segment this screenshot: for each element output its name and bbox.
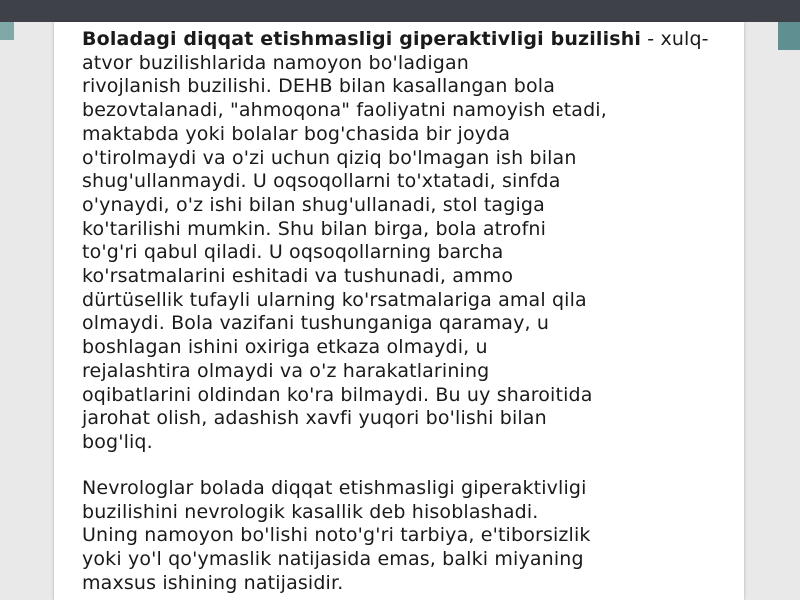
paragraph-2-body: Nevrologlar bolada diqqat etishmasligi giperaktivligi buzilishini nevrologik kasallik deb hisoblashadi. Uning namoyon bo'lishi noto'g'ri tarbiya, e'tiborsizlik yoki yo'l qo'ymaslik natijasida emas, balki miyaning maxsus ishining natijasidir. — [82, 477, 591, 594]
paragraph-2 — [82, 477, 722, 596]
text-panel — [54, 22, 744, 600]
right-accent-block — [778, 22, 800, 50]
paragraph-1 — [82, 28, 722, 455]
term-separator: - — [641, 28, 661, 50]
bold-term: Boladagi diqqat etishmasligi giperaktivligi buzilishi — [82, 28, 642, 50]
left-accent-block — [0, 22, 14, 40]
paragraph-1-body: xulq-atvor buzilishlarida namoyon bo'ladigan rivojlanish buzilishi. DEHB bilan kasallangan bola bezovtalanadi, "ahmoqona" faoliyatni namoyish etadi, maktabda yoki bolalar bog'chasida bir joyda o'tirolmaydi va o'zi uchun qiziq bo'lmagan ish bilan shug'ullanmaydi. U oqsoqollarni to'xtatadi, sinfda o'ynaydi, o'z ishi bilan shug'ullanadi, stol tagiga ko'tarilishi mumkin. Shu bilan birga, bola atrofni to'g'ri qabul qiladi. U oqsoqollarning barcha ko'rsatmalarini eshitadi va tushunadi, ammo dürtüsellik tufayli ularning ko'rsatmalariga amal qila olmaydi. Bola vazifani tushunganiga qaramay, u boshlagan ishini oxiriga etkaza olmaydi, u rejalashtira olmaydi va o'z harakatlarining oqibatlarini oldindan ko'ra bilmaydi. Bu uy sharoitida jarohat olish, adashish xavfi yuqori bo'lishi bilan bog'liq. — [82, 28, 709, 453]
top-bar — [0, 0, 800, 22]
